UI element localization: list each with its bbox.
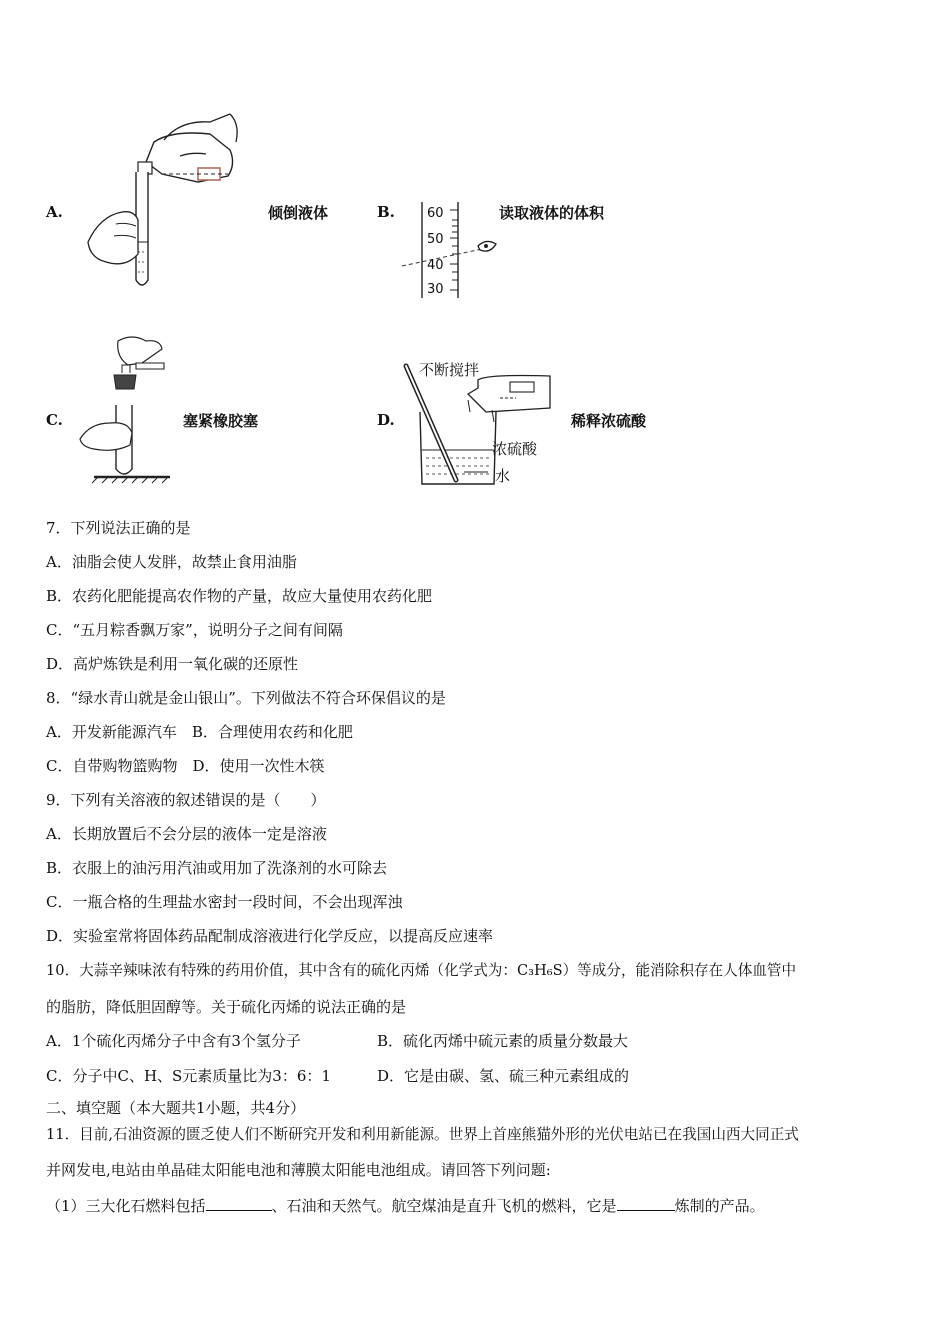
q9-option-a: A．长期放置后不会分层的液体一定是溶液: [46, 825, 327, 843]
option-letter-c: C.: [46, 411, 63, 429]
q11-line2: 并网发电,电站由单晶硅太阳能电池和薄膜太阳能电池组成。请回答下列问题:: [46, 1161, 551, 1179]
q7-option-c: C．“五月粽香飘万家”，说明分子之间有间隔: [46, 621, 343, 639]
q11-sub1-part3: 炼制的产品。: [674, 1197, 765, 1215]
section-2-heading: 二、填空题（本大题共1小题，共4分）: [46, 1099, 306, 1117]
caption-d: 稀释浓硫酸: [571, 412, 647, 430]
caption-b: 读取液体的体积: [499, 204, 605, 222]
graduated-cylinder-illustration: [400, 198, 510, 306]
option-letter-d: D.: [377, 411, 395, 429]
q11-sub1-part1: （1）三大化石燃料包括: [46, 1197, 206, 1215]
pouring-liquid-illustration: [80, 112, 250, 297]
stopper-tube-illustration: [76, 335, 176, 485]
option-letter-b: B.: [377, 203, 395, 221]
q10-option-a: A．1个硫化丙烯分子中含有3个氢分子: [46, 1032, 301, 1050]
answer-blank-2[interactable]: [617, 1196, 675, 1211]
scale-tick-30: 30: [427, 282, 444, 297]
option-letter-a: A.: [46, 203, 63, 221]
q11-sub1-part2: 、石油和天然气。航空煤油是直升飞机的燃料，它是: [271, 1197, 617, 1215]
caption-c: 塞紧橡胶塞: [183, 412, 259, 430]
q8-options-cd: C．自带购物篮购物 D．使用一次性木筷: [46, 757, 325, 775]
q8-stem: 8．“绿水青山就是金山银山”。下列做法不符合环保倡议的是: [46, 689, 446, 707]
q11-line1: 11．目前,石油资源的匮乏使人们不断研究开发和利用新能源。世界上首座熊猫外形的光伏电站已在我国山西大同正式: [46, 1126, 799, 1143]
q10-stem-line1: 10．大蒜辛辣味浓有特殊的药用价值，其中含有的硫化丙烯（化学式为：C₃H₆S）等成分，能消除积存在人体血管中: [46, 962, 797, 979]
q10-stem-line2: 的脂肪，降低胆固醇等。关于硫化丙烯的说法正确的是: [46, 998, 407, 1016]
scale-tick-50: 50: [427, 232, 444, 247]
q11-sub1: [46, 1196, 765, 1216]
q10-option-c: C．分子中C、H、S元素质量比为3：6：1: [46, 1067, 331, 1085]
q9-option-b: B．衣服上的油污用汽油或用加了洗涤剂的水可除去: [46, 859, 388, 877]
label-stir: 不断搅拌: [419, 361, 480, 379]
q9-stem: 9．下列有关溶液的叙述错误的是（ ）: [46, 791, 326, 809]
answer-blank-1[interactable]: [206, 1196, 272, 1211]
scale-tick-40: 40: [427, 258, 444, 273]
q7-option-b: B．农药化肥能提高农作物的产量，故应大量使用农药化肥: [46, 587, 433, 605]
q7-option-d: D．高炉炼铁是利用一氧化碳的还原性: [46, 655, 299, 673]
caption-a: 倾倒液体: [268, 204, 329, 222]
q7-option-a: A．油脂会使人发胖，故禁止食用油脂: [46, 553, 297, 571]
label-water: 水: [495, 467, 511, 485]
q9-option-d: D．实验室常将固体药品配制成溶液进行化学反应，以提高反应速率: [46, 927, 494, 945]
q8-options-ab: A．开发新能源汽车 B．合理使用农药和化肥: [46, 723, 353, 741]
label-conc-acid: 浓硫酸: [492, 440, 538, 458]
q9-option-c: C．一瓶合格的生理盐水密封一段时间，不会出现浑浊: [46, 893, 403, 911]
q7-stem: 7．下列说法正确的是: [46, 519, 191, 537]
scale-tick-60: 60: [427, 206, 444, 221]
q10-option-d: D．它是由碳、氢、硫三种元素组成的: [377, 1067, 630, 1085]
q10-option-b: B．硫化丙烯中硫元素的质量分数最大: [377, 1032, 629, 1050]
